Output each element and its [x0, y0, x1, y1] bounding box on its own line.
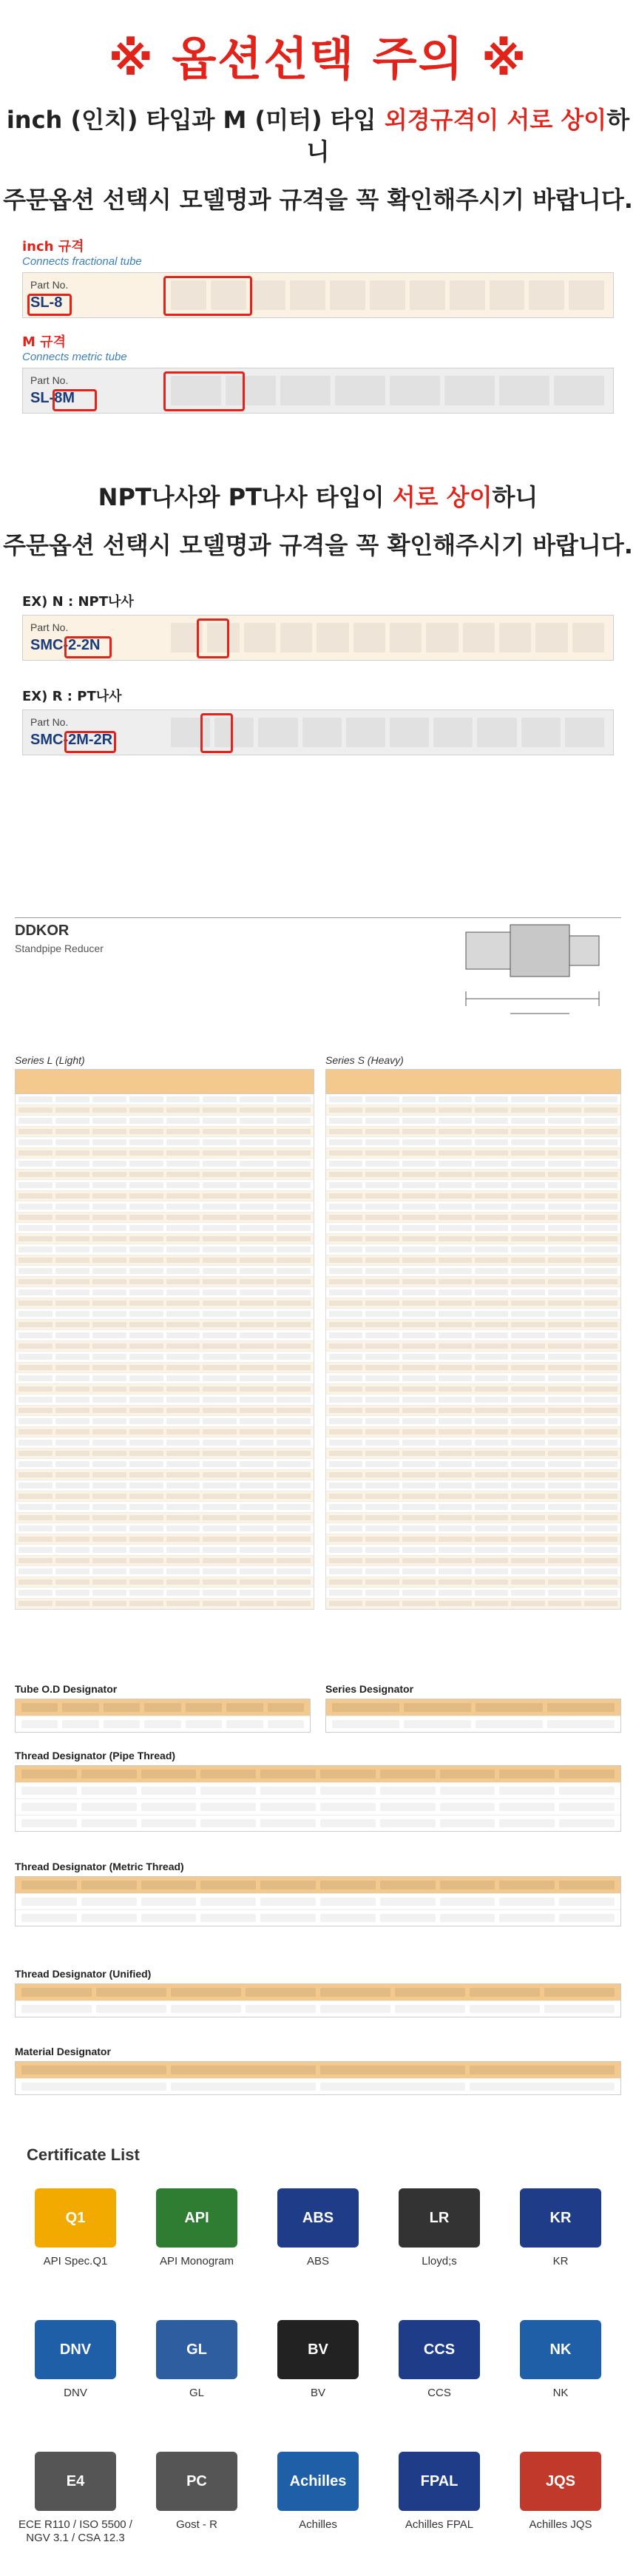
table-row	[326, 1277, 620, 1288]
cert-logo-icon: Achilles	[277, 2452, 359, 2511]
table-row	[16, 1449, 314, 1460]
table-row	[326, 1416, 620, 1427]
cert-logo-icon: BV	[277, 2320, 359, 2379]
table-row	[16, 1363, 314, 1374]
cert-logo-icon: GL	[156, 2320, 237, 2379]
cert-logo-icon: API	[156, 2188, 237, 2248]
cert-item	[136, 2182, 257, 2301]
table-row	[326, 1427, 620, 1438]
notice-title: ※ 옵션선택 주의 ※	[108, 32, 528, 86]
table-row	[16, 1137, 314, 1148]
cert-logo-icon: CCS	[399, 2320, 480, 2379]
table-row	[326, 1137, 620, 1148]
ddkor-brand: DDKOR	[15, 917, 621, 940]
series-l-header	[15, 1069, 314, 1094]
table-row	[326, 1406, 620, 1417]
notice-line-1: inch (인치) 타입과 M (미터) 타입 외경규격이 서로 상이하니	[6, 106, 630, 166]
table-row	[16, 1234, 314, 1245]
table-row	[326, 1341, 620, 1352]
npt-label: EX) N : NPT나사	[22, 593, 134, 610]
cert-logo-icon: DNV	[35, 2320, 116, 2379]
table-row	[326, 1577, 620, 1588]
table-row	[326, 1599, 620, 1610]
table-row	[16, 1266, 314, 1277]
cert-item	[500, 2314, 621, 2432]
table-row	[16, 1170, 314, 1181]
table-row	[326, 1320, 620, 1331]
inch-part-no: SL-8	[30, 294, 63, 311]
table-row	[326, 1480, 620, 1491]
table-row	[326, 1330, 620, 1341]
table-row	[16, 1352, 314, 1363]
table-row	[16, 1545, 314, 1556]
cert-caption: Achilles JQS	[529, 2518, 592, 2531]
table-row	[326, 1105, 620, 1116]
table-row	[16, 1491, 314, 1503]
npt-part-no: SMC-2-2N	[30, 636, 101, 653]
npt-spec-cells	[171, 623, 604, 653]
table-row	[16, 1116, 314, 1127]
metric-sub: Connects metric tube	[22, 350, 127, 363]
cert-logo-icon: Q1	[35, 2188, 116, 2248]
table-row	[16, 1513, 314, 1524]
table-row	[326, 1116, 620, 1127]
pt-pn-highlight	[64, 731, 116, 753]
cert-caption: DNV	[64, 2387, 87, 2399]
cert-caption: API Spec.Q1	[43, 2255, 108, 2268]
table-row	[326, 1298, 620, 1309]
table-row	[16, 1427, 314, 1438]
table-row	[16, 1395, 314, 1406]
table-row	[326, 1384, 620, 1395]
cert-caption: Achilles FPAL	[405, 2518, 474, 2531]
cert-logo-icon: PC	[156, 2452, 237, 2511]
table-row	[16, 1287, 314, 1298]
reducer-diagram	[444, 917, 614, 1036]
cert-logo-icon: KR	[520, 2188, 601, 2248]
table-row	[326, 1502, 620, 1513]
table-row	[326, 1470, 620, 1481]
cert-caption: BV	[310, 2387, 325, 2399]
table-row	[326, 1159, 620, 1170]
cert-item	[15, 2446, 136, 2564]
table-row	[16, 1384, 314, 1395]
tube-od-designator-title: Tube O.D Designator	[15, 1683, 118, 1695]
table-row	[16, 1523, 314, 1534]
cert-caption: API Monogram	[159, 2255, 234, 2268]
table-row	[326, 1459, 620, 1470]
cert-logo-icon: FPAL	[399, 2452, 480, 2511]
table-row	[16, 1191, 314, 1202]
table-row	[326, 1180, 620, 1191]
thread-line-1: NPT나사와 PT나사 타입이 서로 상이하니	[98, 482, 538, 511]
table-row	[16, 1277, 314, 1288]
table-row	[326, 1234, 620, 1245]
npt-spec-table: Part No. SMC-2-2N	[22, 615, 614, 661]
table-row	[16, 1309, 314, 1320]
cert-item	[257, 2314, 379, 2432]
table-row	[326, 1191, 620, 1202]
table-row	[16, 1588, 314, 1599]
table-row	[16, 1223, 314, 1234]
material-table	[15, 2061, 621, 2095]
cert-item	[136, 2446, 257, 2564]
series-l-body	[15, 1094, 314, 1610]
thread-pipe-title: Thread Designator (Pipe Thread)	[15, 1750, 176, 1761]
table-row	[16, 1437, 314, 1449]
table-row	[326, 1266, 620, 1277]
table-row	[326, 1127, 620, 1138]
table-row	[326, 1170, 620, 1181]
table-row	[16, 1556, 314, 1567]
table-row	[16, 1373, 314, 1384]
cert-caption: ECE R110 / ISO 5500 / NGV 3.1 / CSA 12.3	[18, 2518, 132, 2544]
cert-logo-icon: LR	[399, 2188, 480, 2248]
material-title: Material Designator	[15, 2046, 111, 2057]
cert-logo-icon: NK	[520, 2320, 601, 2379]
table-row	[16, 1094, 314, 1105]
cert-caption: CCS	[427, 2387, 451, 2399]
cert-logo-icon: JQS	[520, 2452, 601, 2511]
cert-item	[379, 2314, 500, 2432]
cert-logo-icon: E4	[35, 2452, 116, 2511]
cert-caption: ABS	[306, 2255, 329, 2268]
metric-label: M 규격	[22, 334, 66, 350]
inch-sub: Connects fractional tube	[22, 254, 142, 268]
table-row	[326, 1148, 620, 1159]
cert-item	[257, 2446, 379, 2564]
table-row	[16, 1127, 314, 1138]
table-row	[326, 1373, 620, 1384]
table-row	[16, 1459, 314, 1470]
table-row	[326, 1491, 620, 1503]
table-row	[16, 1566, 314, 1577]
inch-pn-highlight	[27, 294, 72, 316]
series-l-title: Series L (Light)	[15, 1054, 85, 1066]
inch-label: inch 규격	[22, 238, 84, 254]
table-row	[16, 1502, 314, 1513]
series-designator-table	[325, 1699, 621, 1733]
metric-pn-highlight	[53, 389, 97, 411]
table-row	[326, 1566, 620, 1577]
thread-pipe-table	[15, 1765, 621, 1832]
cert-title: Certificate List	[27, 2145, 140, 2164]
table-row	[16, 1159, 314, 1170]
table-row	[16, 1201, 314, 1213]
cert-item	[500, 2446, 621, 2564]
notice-line-2: 주문옵션 선택시 모델명과 규격을 꼭 확인해주시기 바랍니다.	[3, 186, 633, 215]
table-row	[16, 1341, 314, 1352]
npt-thread-highlight	[197, 618, 229, 658]
table-row	[326, 1588, 620, 1599]
metric-spec-table: Part No. SL-8M	[22, 368, 614, 414]
table-row	[16, 1406, 314, 1417]
thread-unified-table	[15, 1983, 621, 2017]
table-row	[16, 1416, 314, 1427]
cert-item	[379, 2182, 500, 2301]
thread-line-2: 주문옵션 선택시 모델명과 규격을 꼭 확인해주시기 바랍니다.	[3, 530, 633, 559]
table-row	[16, 1255, 314, 1267]
npt-pn-highlight	[64, 636, 112, 658]
table-row	[16, 1470, 314, 1481]
series-s-table	[325, 1069, 621, 1610]
cert-caption: KR	[552, 2255, 569, 2268]
table-row	[326, 1244, 620, 1255]
table-row	[326, 1094, 620, 1105]
cert-item	[379, 2446, 500, 2564]
table-row	[326, 1255, 620, 1267]
series-l-table	[15, 1069, 314, 1610]
table-row	[16, 1180, 314, 1191]
table-row	[326, 1545, 620, 1556]
metric-part-no: SL-8M	[30, 389, 75, 406]
table-row	[16, 1480, 314, 1491]
tube-od-designator-table	[15, 1699, 311, 1733]
cert-item	[257, 2182, 379, 2301]
table-row	[326, 1449, 620, 1460]
table-row	[16, 1213, 314, 1224]
ddkor-section	[0, 917, 636, 957]
pt-label: EX) R : PT나사	[22, 688, 122, 704]
cert-caption: Achilles	[299, 2518, 337, 2531]
cert-logo-icon: ABS	[277, 2188, 359, 2248]
cert-caption: GL	[189, 2387, 204, 2399]
table-row	[16, 1534, 314, 1545]
table-row	[326, 1534, 620, 1545]
table-row	[326, 1352, 620, 1363]
table-row	[16, 1320, 314, 1331]
table-row	[326, 1213, 620, 1224]
table-row	[326, 1437, 620, 1449]
cert-item	[15, 2314, 136, 2432]
pt-part-no: SMC-2M-2R	[30, 731, 113, 748]
thread-unified-title: Thread Designator (Unified)	[15, 1968, 152, 1980]
cert-item	[15, 2182, 136, 2301]
table-row	[326, 1287, 620, 1298]
table-row	[326, 1201, 620, 1213]
table-row	[326, 1523, 620, 1534]
table-row	[16, 1599, 314, 1610]
cert-item	[500, 2182, 621, 2301]
cert-caption: Lloyd;s	[422, 2255, 457, 2268]
series-s-body	[325, 1094, 621, 1610]
table-row	[16, 1577, 314, 1588]
table-row	[16, 1298, 314, 1309]
table-row	[16, 1244, 314, 1255]
thread-metric-title: Thread Designator (Metric Thread)	[15, 1861, 184, 1872]
pt-spec-cells	[171, 718, 604, 747]
table-row	[16, 1148, 314, 1159]
table-row	[326, 1223, 620, 1234]
table-row	[16, 1105, 314, 1116]
ddkor-subtitle: Standpipe Reducer	[15, 943, 104, 954]
table-row	[16, 1330, 314, 1341]
inch-spec-table: Part No. SL-8	[22, 272, 614, 318]
cert-item	[136, 2314, 257, 2432]
cert-caption: Gost - R	[176, 2518, 217, 2531]
pt-thread-highlight	[200, 713, 233, 753]
pt-spec-table: Part No. SMC-2M-2R	[22, 709, 614, 755]
inch-od-highlight	[163, 276, 252, 316]
cert-caption: NK	[552, 2387, 569, 2399]
table-row	[326, 1309, 620, 1320]
table-row	[326, 1395, 620, 1406]
table-row	[326, 1556, 620, 1567]
cert-grid	[15, 2182, 621, 2564]
series-s-header	[325, 1069, 621, 1094]
metric-od-highlight	[163, 371, 245, 411]
table-row	[326, 1363, 620, 1374]
table-row	[326, 1513, 620, 1524]
option-notice	[0, 0, 636, 903]
thread-metric-table	[15, 1876, 621, 1926]
series-designator-title: Series Designator	[325, 1683, 414, 1695]
series-s-title: Series S (Heavy)	[325, 1054, 404, 1066]
